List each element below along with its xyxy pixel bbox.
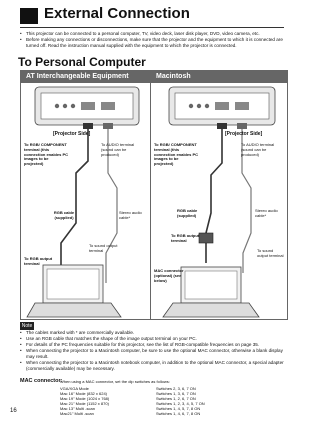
- stereo-cable-label: Stereo audio cable*: [119, 210, 142, 220]
- note-item: • When connecting the projector to a Macintosh computer, be sure to use the optional MAC connector, otherwise a blank display may result.: [20, 348, 286, 360]
- intro-item: • This projector can be connected to a personal computer, TV, video deck, laser disk player, DVD, video camera, etc.: [20, 31, 286, 37]
- page-number: 16: [10, 408, 17, 414]
- panel-heading: Macintosh: [151, 71, 287, 83]
- note-label: Note: [21, 323, 33, 329]
- sound-output-label: To sound output terminal: [257, 248, 284, 258]
- mac-mode: Mac 13" Multi -scan: [60, 406, 95, 411]
- note-item: • Use an RGB cable that matches the shape of the image output terminal on your PC.: [20, 336, 286, 342]
- audio-plug-top: [103, 123, 113, 129]
- mac-switches: Switches 2, 3, 6, 7 ON: [156, 386, 196, 391]
- note-item: • When connecting the projector to a Macintosh notebook computer, in addition to the optional MAC connector, a special adapter (commercially available) may be necessary.: [20, 360, 286, 372]
- mac-connection-diagram: [151, 83, 287, 319]
- title-rule: [20, 27, 284, 28]
- rgb-plug-top: [83, 123, 93, 129]
- mac-switches: Switches 1, 4, 6, 7, 8 ON: [156, 411, 201, 416]
- rgb-cable-label: RGB cable (supplied): [177, 208, 198, 218]
- audio-plug-top: [237, 123, 247, 129]
- rgb-plug-top: [217, 123, 227, 129]
- notes-list: [20, 330, 286, 372]
- mac-connector-shape: [199, 233, 213, 243]
- page-title: External Connection: [44, 5, 190, 22]
- sound-output-label: To sound output terminal: [89, 243, 118, 253]
- projector-side-label: [Projector Side]: [53, 131, 91, 137]
- audio-terminal-label: To AUDIO terminal (sound can be produced): [101, 142, 135, 157]
- projector-illustration: [169, 87, 275, 125]
- panel-at-equipment: [20, 70, 151, 320]
- mac-connector-caption: MAC connector:: [20, 378, 63, 384]
- rgb-output-label: To RGB output terminal: [171, 233, 200, 243]
- mac-switches: Switches 1, 3, 6, 7 ON: [156, 391, 196, 396]
- rgb-terminal-label: To RGB/ COMPONENT terminal (this connection enables PC images to be projected): [24, 142, 69, 167]
- mac-switches: Switches 1, 4, 5, 7, 8 ON: [156, 406, 201, 411]
- section-title: To Personal Computer: [18, 55, 146, 69]
- mac-mode: VGA/XGA Mode: [60, 386, 89, 391]
- mac-mode: Mac 21" Mode (1152 x 870): [60, 401, 109, 406]
- panel-macintosh: [150, 70, 288, 320]
- projector-side-label: [Projector Side]: [225, 131, 263, 137]
- mac-connector-intro: When using a MAC connector, set the dip switches as follows:: [60, 379, 170, 384]
- rgb-output-label: To RGB output terminal: [24, 256, 53, 266]
- audio-terminal-label: To AUDIO terminal (sound can be produced): [241, 142, 275, 157]
- mac-switches: Switches 1, 2, 6, 7 ON: [156, 396, 196, 401]
- laptop-illustration: [27, 265, 121, 317]
- title-marker: [20, 8, 38, 24]
- intro-item: • Before making any connections or disconnections, make sure that the projector and the equipment to which it is connected are turned off. Read the instruction manual supplied with the equipment to which the projector is connected.: [20, 37, 286, 49]
- mac-switches: Switches 1, 2, 3, 4, 5, 7 ON: [156, 401, 205, 406]
- mac-mode: Mac 19" Mode (1024 x 768): [60, 396, 110, 401]
- mac-mode: Mac 16" Mode (832 x 624): [60, 391, 107, 396]
- note-item: • For details of the PC frequencies suitable for this projector, see the list of RGB-compatible frequencies on page 35.: [20, 342, 286, 348]
- at-connection-diagram: [21, 83, 150, 319]
- mac-connector-label: MAC connector (optional) (see below): [154, 268, 184, 283]
- note-item: • The cables marked with * are commercially available.: [20, 330, 286, 336]
- projector-illustration: [35, 87, 139, 125]
- rgb-terminal-label: To RGB/ COMPONENT terminal (this connection enables PC images to be projected): [154, 142, 199, 167]
- stereo-cable-label: Stereo audio cable*: [255, 208, 278, 218]
- panel-heading: AT Interchangeable Equipment: [21, 71, 150, 83]
- rgb-cable-label: RGB cable (supplied): [53, 210, 75, 220]
- intro-list: [20, 31, 286, 49]
- mac-mode: Mac21" Multi -scan: [60, 411, 94, 416]
